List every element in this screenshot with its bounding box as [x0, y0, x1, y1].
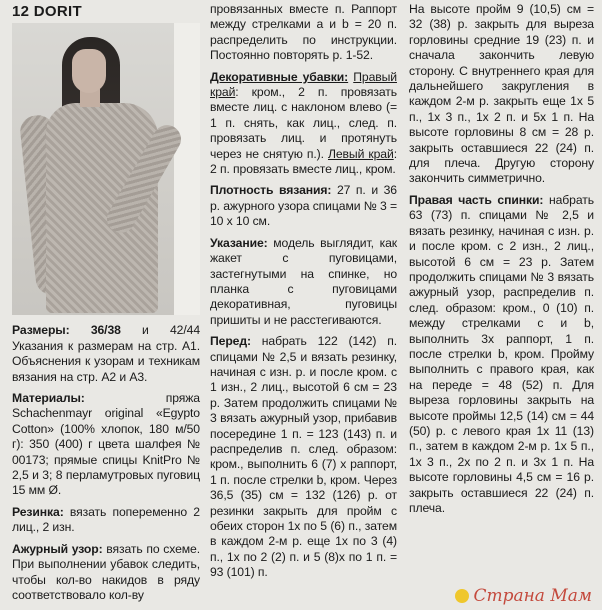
- decreases-section: [210, 70, 397, 178]
- sizes-label: Размеры:: [12, 323, 70, 338]
- photo-edge: [174, 23, 200, 315]
- back-right-label: Правая часть спинки:: [409, 192, 544, 207]
- sizes-text: Указания к размерам на стр. A1. Объяснения к узорам и техникам вязания на стр. A2 и A3.: [12, 338, 200, 384]
- note-section: [210, 236, 397, 328]
- left-edge-text: : 2 п. провязать вместе лиц., кром.: [210, 146, 397, 177]
- materials-section: [12, 391, 200, 499]
- photo-face: [72, 49, 106, 93]
- rib-section: [12, 505, 200, 536]
- right-edge-label: Правый край: [210, 69, 397, 100]
- materials-text: пряжа Schachenmayr original «Egypto Cotton» (100% хлопок, 180 м/50 г): 350 (400) г цвета шалфея № 00173; прямые спицы KnitPro № 2,5 и 3; 8 перламутровых пуговиц 15 мм Ø.: [12, 391, 200, 498]
- watermark-text: Страна Мам: [473, 586, 592, 606]
- column-3: [409, 2, 594, 522]
- back-right-section: [409, 193, 594, 517]
- model-photo: [12, 23, 200, 315]
- rib-label: Резинка:: [12, 504, 64, 519]
- watermark-logo-icon: [455, 589, 469, 603]
- density-label: Плотность вязания:: [210, 183, 332, 198]
- column-2: [210, 2, 397, 587]
- note-label: Указание:: [210, 235, 268, 250]
- lace-text: вязать по схеме. При выполнении убавок следить, чтобы кол-во накидов в ряду соответствовало кол-ву: [12, 541, 201, 602]
- left-edge-label: Левый край: [327, 146, 394, 161]
- note-text: модель выглядит, как жакет с пуговицами, застегнутыми на спинке, но планка с пуговицами декоративная, пуговицы пришиты и не расстегиваются.: [210, 235, 397, 327]
- density-section: [210, 183, 397, 229]
- sizes-section: [12, 323, 200, 385]
- front-continued: На высоте пройм 9 (10,5) см = 32 (38) р. закрыть для выреза горловины средние 19 (23) п. и сначала закончить левую сторону. С внутреннего края для дальнейшего закругления в каждом 2-м р. закрыть еще 1x 5 п., 1x 3 п., 1x 2 п. и 5x 1 п. На высоте горловины 8 см = 28 р. закрыть оставшиеся 22 (24) п. для плеча. Другую сторону закончить симметрично.: [409, 2, 594, 186]
- site-watermark: [455, 586, 592, 606]
- materials-label: Материалы:: [12, 391, 85, 406]
- front-section: [210, 334, 397, 581]
- lace-label: Ажурный узор:: [12, 541, 103, 556]
- sizes-value: 36/38: [90, 323, 121, 338]
- density-text: 27 п. и 36 р. ажурного узора спицами № 3 = 10 x 10 см.: [210, 183, 397, 229]
- front-text: набрать 122 (142) п. спицами № 2,5 и вязать резинку, начиная с изн. р. и после кром. с 1 изн., 2 лиц., высотой 6 см = 23 р. Затем продолжить спицами № 3 вязать ажурный узор, прибавив посередине 1 п. = 123 (143) п. и распределив п. след. образом: кром., выполнить 6 (7) x раппорт, 1 п. после стрелки b, кром. Через 36,5 (35) см = 132 (126) р. от резинки закрыть для пройм с обеих сторон 1x по 5 (6) п., затем в каждом 2-м р. еще 1x по 3 (4) п., 1x по 2 (2) п. и 5 (8)x по 1 п. = 93 (101) п.: [210, 334, 397, 580]
- pattern-title: 12 DORIT: [12, 3, 82, 20]
- decreases-label: Декоративные убавки:: [210, 69, 349, 84]
- column-1: [12, 4, 200, 609]
- front-label: Перед:: [210, 334, 251, 349]
- back-right-text: набрать 63 (73) п. спицами № 2,5 и вязать резинку, начиная с изн. р. и после кром. с 2 изн., 2 лиц., высотой 6 см = 23 р. Затем продолжить спицами № 3 вязать ажурный узор, распределив п. след. образом: кром., 0 (10) п. между стрелками c и b, выполнить 3x раппорт, 1 п. после стрелки b, кром. Пройму выполнить с правого края, как на переде = 48 (52) п. Для выреза горловины закрыть на высоте проймы 12,5 (14) см = 44 (50) р. с левого края 1x 11 (13) п., затем в каждом 2-м р. 1x 5 п., 1x 3 п., 2x по 2 п. и 3x 1 п. На высоте горловины 4,5 см = 16 р. закрыть оставшиеся 22 (24) п. плеча.: [409, 192, 594, 515]
- lace-section: [12, 542, 200, 604]
- right-edge-text: : кром., 2 п. провязать вместе лиц. с наклоном влево (= 1 п. снять, как лиц., след. п. провязать лиц. и протянуть через не снятую п.).: [210, 85, 397, 161]
- rib-text: вязать попеременно 2 лиц., 2 изн.: [12, 504, 200, 535]
- lace-continued: провязанных вместе п. Раппорт между стрелками a и b = 20 п. распределить по инструкции. Постоянно повторять р. 1-52.: [210, 2, 397, 63]
- sizes-rest: и 42/44: [120, 323, 200, 338]
